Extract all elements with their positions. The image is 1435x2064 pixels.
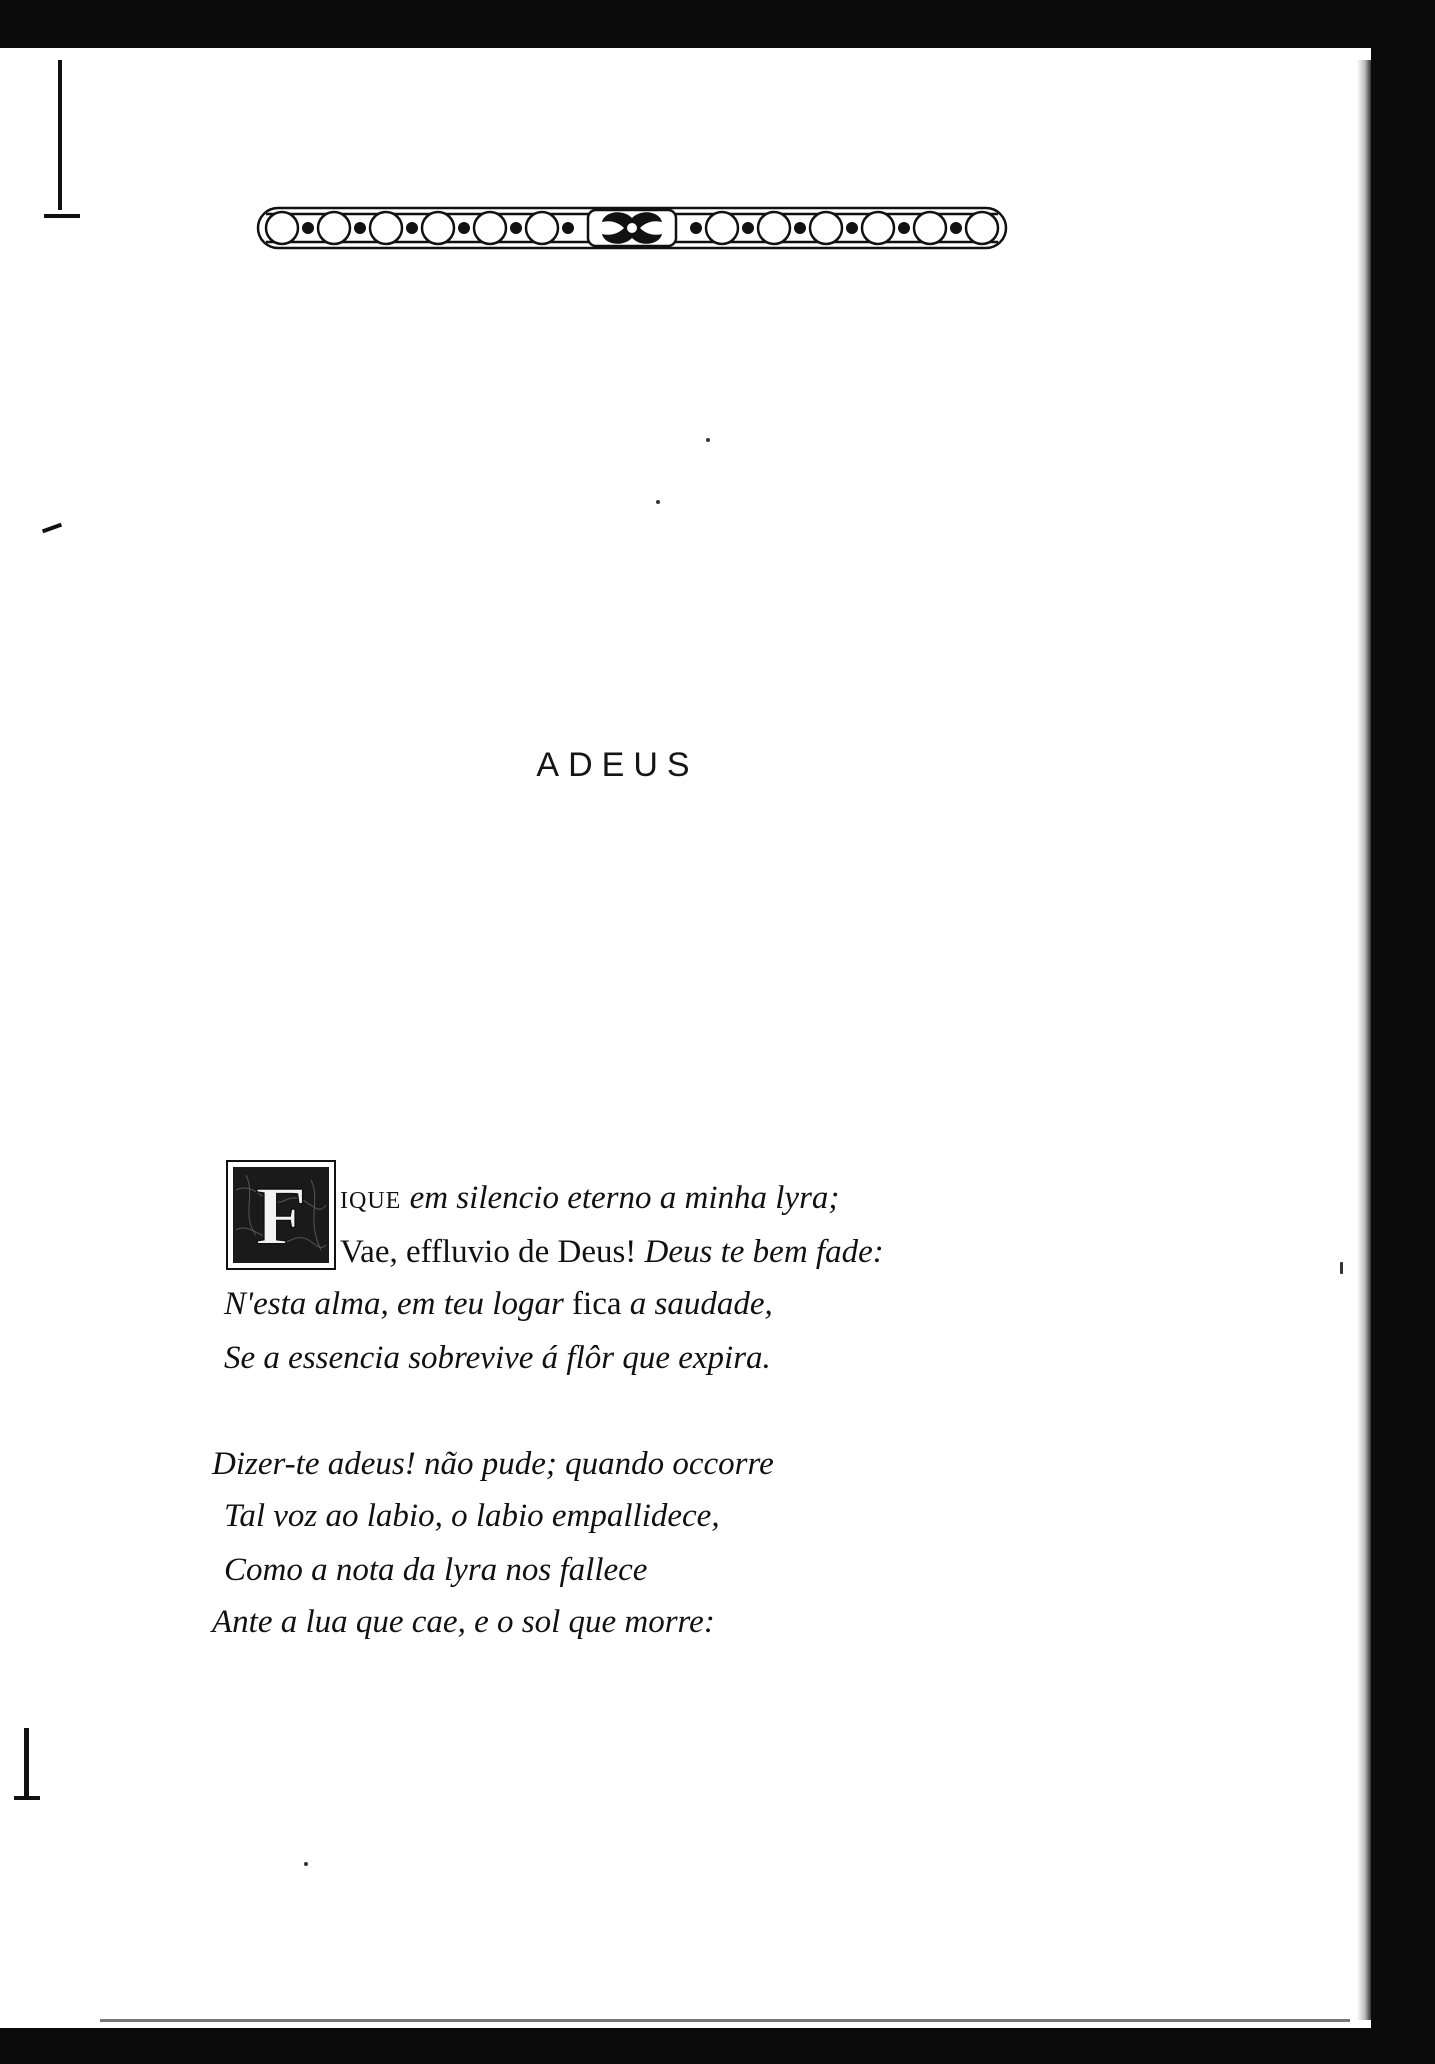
poem-line: Ante a lua que cae, e o sol que morre: [212, 1604, 715, 1640]
left-margin-mark [44, 214, 80, 218]
poem-line: Tal voz ao labio, o labio empallidece, [224, 1498, 720, 1534]
line-text: em silencio eterno a minha lyra; [409, 1180, 840, 1216]
left-margin-mark [42, 523, 62, 534]
poem-line [224, 1288, 773, 1321]
poem-line [340, 1182, 839, 1215]
scan-border-bottom [0, 2028, 1435, 2064]
ornament-border [252, 198, 1012, 258]
drop-cap-letter [226, 1160, 336, 1270]
dust-speck [706, 438, 710, 442]
drop-cap-glyph: F [255, 1170, 307, 1263]
line-italic-text: Deus te bem fade: [644, 1234, 884, 1270]
line-italic-text: N'esta alma, em teu logar [224, 1286, 564, 1322]
poem-title: ADEUS [536, 746, 699, 784]
poem-line: Como a nota da lyra nos fallece [224, 1552, 648, 1588]
poem-line: Se a essencia sobrevive á flôr que expira. [224, 1340, 771, 1376]
poem-line [340, 1236, 884, 1269]
scan-border-top [0, 0, 1435, 48]
left-margin-mark [24, 1728, 29, 1798]
line-italic-text: a saudade, [629, 1286, 773, 1322]
line-roman-text: Vae, effluvio de Deus! [340, 1234, 637, 1270]
dust-speck [656, 500, 660, 504]
dust-speck [304, 1862, 308, 1866]
page-edge-line [100, 2019, 1350, 2022]
poem-line: Dizer-te adeus! não pude; quando occorre [212, 1446, 774, 1482]
line-roman-text: fica [572, 1286, 622, 1322]
line-smallcaps: IQUE [340, 1188, 402, 1214]
left-margin-mark [58, 60, 62, 210]
page-edge-shadow [1357, 60, 1371, 2020]
left-margin-mark [14, 1796, 40, 1800]
dust-speck [1340, 1262, 1343, 1274]
scan-border-right [1371, 0, 1435, 2064]
